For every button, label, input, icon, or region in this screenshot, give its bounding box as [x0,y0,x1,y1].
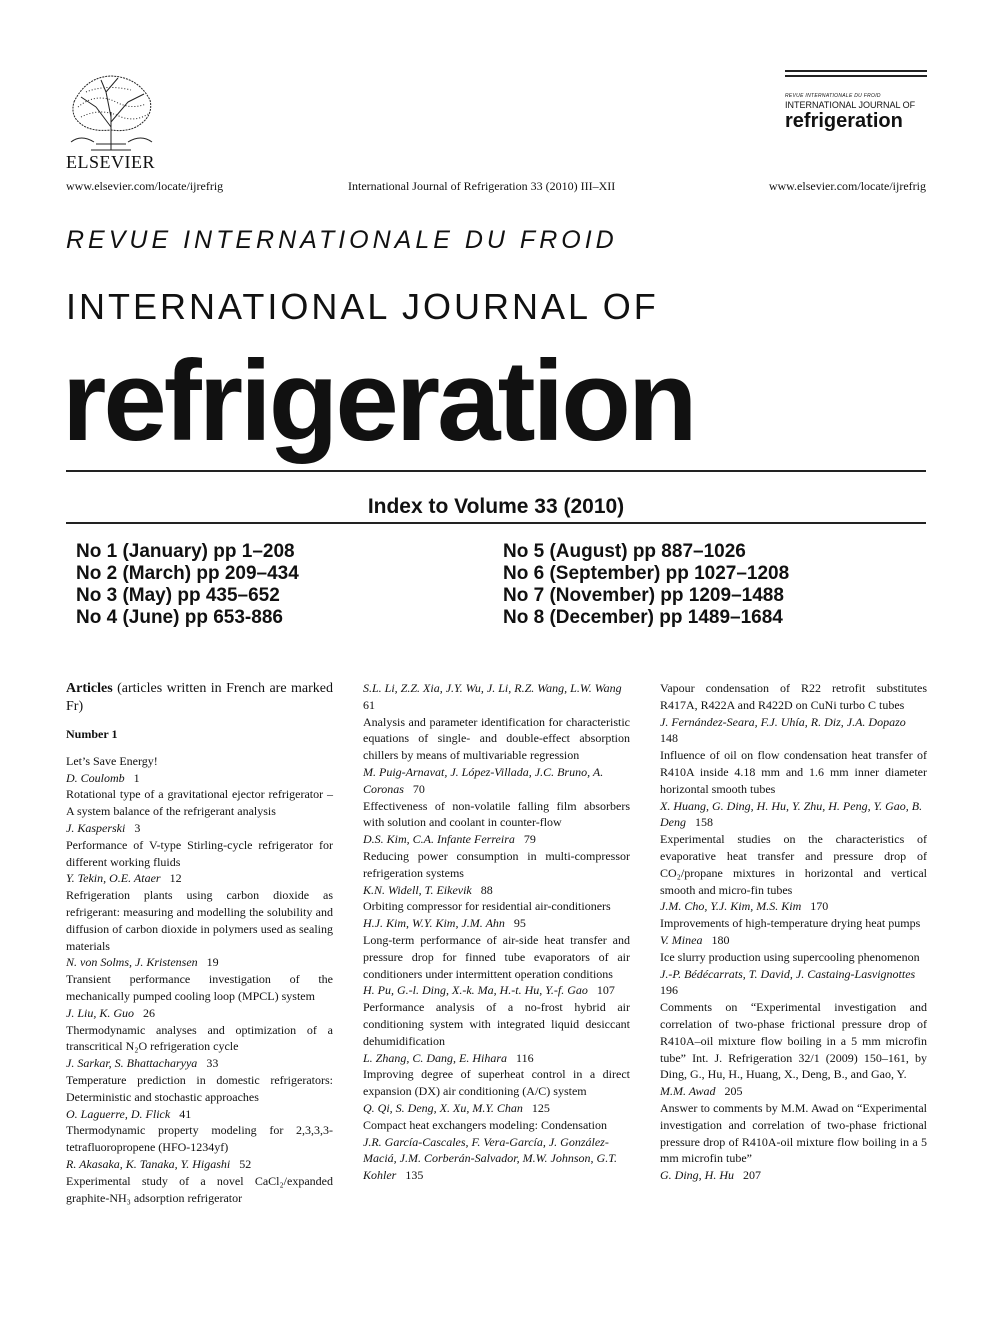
article-title: Temperature prediction in domestic refrigerators: Deterministic and stochastic approaches [66,1072,333,1104]
issues-list-left [76,541,299,629]
article-entry [66,837,333,887]
mini-logo-ijo: INTERNATIONAL JOURNAL OF [785,100,916,110]
article-authors: J.-P. Bédécarrats, T. David, J. Castaing-Lasvignottes [660,966,916,981]
article-authors: Q. Qi, S. Deng, X. Xu, M.Y. Chan [363,1100,523,1115]
article-title: Long-term performance of air-side heat transfer and pressure drop for finned tube evaporators of air conditioners under intermittent operation conditions [363,932,630,981]
article-page: 33 [197,1056,219,1071]
masthead-title: refrigeration [62,338,695,465]
article-title: Let’s Save Energy! [66,753,158,768]
article-byline [660,966,927,1000]
article-list-col2 [363,680,630,1184]
article-title: Analysis and parameter identification for characteristic equations of single- and double-effect absorption chillers by means of multivariable regression [363,714,630,763]
article-title: Thermodynamic property modeling for 2,3,3,3-tetrafluoropropene (HFO-1234yf) [66,1123,333,1155]
article-authors: M.M. Awad [660,1084,716,1099]
article-byline [363,915,630,932]
article-entry [363,1066,630,1116]
article-entry [363,848,630,898]
article-entry [363,932,630,999]
index-column-1 [66,680,333,1206]
article-title: Ice slurry production using supercooling phenomenon [660,949,920,964]
article-byline [363,882,630,899]
masthead-revue: REVUE INTERNATIONALE DU FROID [66,226,618,254]
article-title: Answer to comments by M.M. Awad on “Experimental investigation and correlation of two-phase frictional pressure drop of R410A-oil mixture flow boiling in a 5 mm microfin tube” [660,1100,927,1166]
article-byline [66,820,333,837]
article-byline [660,714,927,748]
article-authors: Y. Tekin, O.E. Ataer [66,871,161,886]
article-byline [660,798,927,832]
article-page: 61 [363,681,628,712]
journal-url-right[interactable]: www.elsevier.com/locate/ijrefrig [768,179,926,193]
article-page: 135 [396,1168,424,1183]
article-page: 79 [514,832,536,847]
issue-line: No 7 (November) pp 1209–1488 [503,585,784,606]
article-byline [363,1134,630,1184]
article-page: 88 [471,882,493,897]
index-column-3 [660,680,927,1184]
article-entry [660,1100,927,1184]
article-byline [363,831,630,848]
article-entry [363,1117,630,1184]
article-authors: R. Akasaka, K. Tanaka, Y. Higashi [66,1156,231,1171]
article-page: 196 [660,966,922,998]
article-page: 116 [507,1050,534,1065]
article-title: Vapour condensation of R22 retrofit substitutes R417A, R422A and R422D on CuNi turbo C tubes [660,681,927,712]
article-authors: H.J. Kim, W.Y. Kim, J.M. Ahn [363,916,505,931]
index-column-2 [363,680,630,1184]
article-title: Refrigeration plants using carbon dioxide as refrigerant: measuring and modelling the solubility and diffusion of carbon dioxide in polymers used as sealing materials [66,888,333,953]
article-authors: V. Minea [660,932,703,947]
articles-heading [66,680,333,716]
article-title: Compact heat exchangers modeling: Condensation [363,1117,607,1132]
article-title: Transient performance investigation of the mechanically pumped cooling loop (MPCL) system [66,972,333,1003]
issues-list-right [503,541,789,629]
issue-line: No 3 (May) pp 435–652 [76,585,280,606]
article-list-col1 [66,753,333,1207]
articles-heading-bold: Articles [66,681,113,696]
article-byline [363,1050,630,1067]
issue-line: No 8 (December) pp 1489–1684 [503,607,783,628]
article-authors: M. Puig-Arnavat, J. López-Villada, J.C. Bruno, A. Coronas [363,764,604,796]
number-heading: Number 1 [66,727,118,741]
article-byline [66,1156,333,1173]
article-page: 52 [230,1156,252,1171]
journal-citation: International Journal of Refrigeration 33 (2010) III–XII [348,179,616,193]
article-byline [363,680,630,714]
article-entry [660,831,927,915]
article-title: Rotational type of a gravitational ejector refrigerator – A system balance of the refrigerant analysis [66,787,333,819]
article-authors: D.S. Kim, C.A. Infante Ferreira [363,832,515,847]
article-page: 207 [734,1168,761,1183]
article-page: 107 [587,983,615,998]
article-page: 1 [124,770,140,785]
article-title: Experimental study of a novel CaCl₂/expanded graphite-NH₃ adsorption refrigerator [66,1173,333,1205]
journal-url-left[interactable]: www.elsevier.com/locate/ijrefrig [66,179,224,193]
issue-line: No 2 (March) pp 209–434 [76,563,299,584]
article-authors: J. Fernández-Seara, F.J. Uhía, R. Diz, J.A. Dopazo [660,714,906,729]
article-authors: N. von Solms, J. Kristensen [66,955,198,970]
article-page: 12 [160,871,182,886]
article-authors: J. Liu, K. Guo [66,1005,135,1020]
article-page: 148 [660,714,912,746]
article-authors: O. Laguerre, D. Flick [66,1106,171,1121]
article-title: Improving degree of superheat control in a direct expansion (DX) air conditioning (A/C) system [363,1067,630,1099]
article-title: Improvements of high-temperature drying heat pumps [660,916,921,931]
mini-logo-revue: REVUE INTERNATIONALE DU FROID [785,93,881,99]
article-page: 41 [170,1106,192,1121]
issue-line: No 6 (September) pp 1027–1208 [503,563,790,584]
article-page: 70 [403,781,425,796]
article-byline [660,898,927,915]
issue-line: No 4 (June) pp 653-886 [76,607,283,628]
article-title: Reducing power consumption in multi-compressor refrigeration systems [363,848,630,880]
article-byline [66,1106,333,1123]
index-title: Index to Volume 33 (2010) [367,495,625,518]
article-entry [66,1173,333,1207]
article-page: 95 [504,916,526,931]
top-rule [66,470,926,472]
elsevier-wordmark: ELSEVIER [66,152,155,172]
bottom-rule [66,522,926,524]
article-title: Comments on “Experimental investigation and correlation of two-phase frictional pressure drop of R410A–oil mixture flow boiling in a 5 mm microfin tube” Int. J. Refrigeration 32/1 (2009) 150–161, by Ding, G., Hu, H., Huang, X., Deng, B., and Gao, Y. [660,1000,927,1082]
article-authors: K.N. Widell, T. Eikevik [363,882,472,897]
article-page: 170 [801,899,829,914]
article-authors: J.R. García-Cascales, F. Vera-García, J. González-Maciá, J.M. Corberán-Salvador, M.W. Johnson, G.T. Kohler [363,1134,617,1183]
article-byline [363,764,630,798]
article-title: Orbiting compressor for residential air-conditioners [363,899,611,914]
article-entry [66,1022,333,1072]
article-authors: G. Ding, H. Hu [660,1168,734,1183]
article-entry [660,680,927,747]
article-entry [66,1122,333,1172]
article-title: Effectiveness of non-volatile falling film absorbers with solution and coolant in counter-flow [363,798,630,830]
article-authors: S.L. Li, Z.Z. Xia, J.Y. Wu, J. Li, R.Z. Wang, L.W. Wang [363,681,622,695]
masthead-ijo: INTERNATIONAL JOURNAL OF [66,286,659,327]
issue-line: No 5 (August) pp 887–1026 [503,541,746,562]
article-entry [66,887,333,971]
article-list-col3 [660,680,927,1184]
article-entry [660,747,927,831]
article-title: Influence of oil on flow condensation heat transfer of R410A inside 4.18 mm and 1.6 mm inner diameter horizontal smooth tubes [660,748,927,796]
article-entry [66,971,333,1021]
article-page: 3 [125,820,141,835]
article-page: 158 [686,815,713,830]
article-entry [66,753,333,787]
article-byline [66,770,333,787]
article-entry [66,1072,333,1122]
article-page: 19 [197,955,219,970]
article-byline [660,1167,927,1184]
article-authors: H. Pu, G.-l. Ding, X.-k. Ma, H.-t. Hu, Y.-f. Gao [363,983,588,998]
article-page: 205 [715,1084,743,1099]
article-title: Experimental studies on the characteristics of evaporative heat transfer and pressure drop of CO₂/propane mixtures in horizontal and vertical smooth and micro-fin tubes [660,832,927,897]
article-entry [363,680,630,714]
article-entry [363,798,630,848]
article-title: Performance analysis of a no-frost hybrid air conditioning system with integrated liquid desiccant dehumidification [363,1000,630,1048]
article-entry [660,949,927,999]
article-page: 180 [702,932,730,947]
article-authors: X. Huang, G. Ding, H. Hu, Y. Zhu, H. Peng, Y. Gao, B. Deng [660,798,923,830]
article-authors: J. Sarkar, S. Bhattacharyya [66,1056,198,1071]
mini-logo-title: refrigeration [785,110,903,132]
article-byline [363,982,630,999]
article-authors: L. Zhang, C. Dang, E. Hihara [363,1050,508,1065]
journal-mini-logo [785,70,927,132]
article-authors: J. Kasperski [66,820,126,835]
elsevier-tree-logo [66,72,156,152]
article-entry [363,898,630,932]
article-byline [363,1100,630,1117]
articles-heading-note: (articles written in French are marked Fr) [66,681,333,714]
article-entry [66,786,333,836]
article-byline [66,1055,333,1072]
article-byline [66,1005,333,1022]
article-page: 26 [134,1005,156,1020]
article-byline [660,1083,927,1100]
article-title: Thermodynamic analyses and optimization of a transcritical N₂O refrigeration cycle [66,1022,333,1054]
article-title: Performance of V-type Stirling-cycle refrigerator for different working fluids [66,837,333,869]
article-entry [660,999,927,1100]
article-authors: J.M. Cho, Y.J. Kim, M.S. Kim [660,899,802,914]
article-entry [660,915,927,949]
article-byline [66,870,333,887]
issue-line: No 1 (January) pp 1–208 [76,541,295,562]
article-entry [363,999,630,1066]
article-authors: D. Coulomb [66,770,125,785]
article-page: 125 [522,1100,550,1115]
article-entry [363,714,630,798]
article-byline [66,954,333,971]
article-byline [660,932,927,949]
